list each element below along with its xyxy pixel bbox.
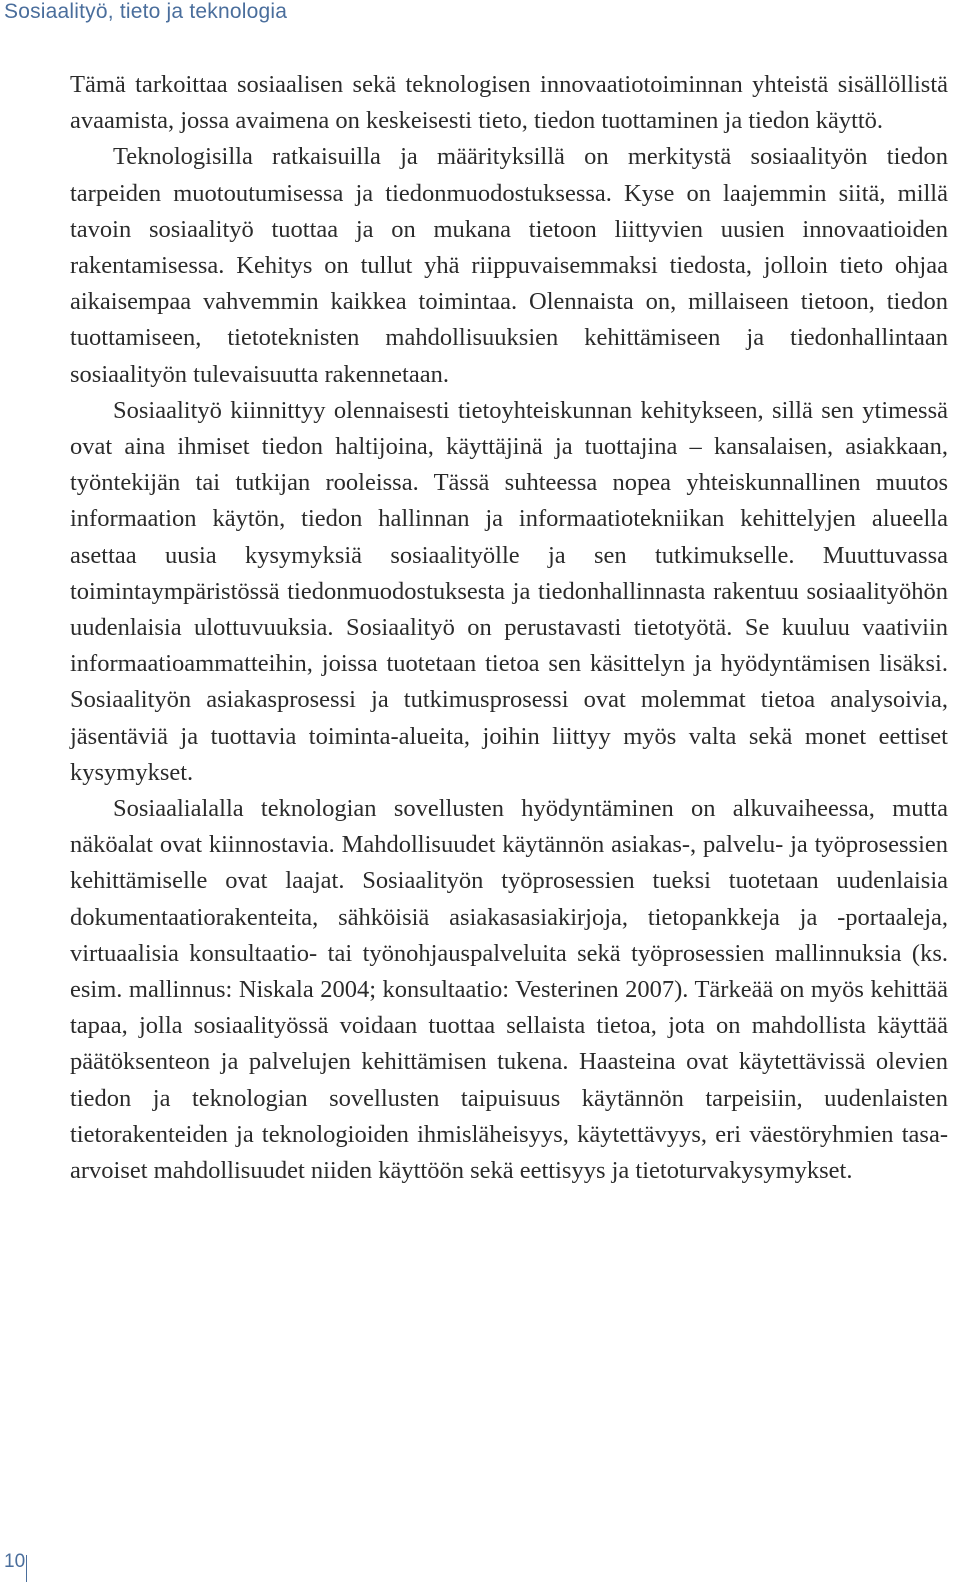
page-number: 10 xyxy=(4,1551,26,1572)
article-body xyxy=(70,67,948,1189)
paragraph-3: Sosiaalityö kiinnittyy olennaisesti tietoyhteiskunnan kehitykseen, sillä sen ytimessä ovat aina ihmiset tiedon haltijoina, käyttäjinä ja tuottajina – kansalaisen, asiakkaan, työntekijän tai tutkijan rooleissa. Tässä suhteessa nopea yhteiskunnallinen muutos informaation käytön, tiedon hallinnan ja informaatiotekniikan kehittelyjen alueella asettaa uusia kysymyksiä sosiaalityölle ja sen tutkimukselle. Muuttuvassa toimintaympäristössä tiedonmuodostuksesta ja tiedonhallinnasta rakentuu sosiaalityöhön uudenlaisia ulottuvuuksia. Sosiaalityö on perustavasti tietotyötä. Se kuuluu vaativiin informaatioammatteihin, joissa tuotetaan tietoa sen käsittelyn ja hyödyntämisen lisäksi. Sosiaalityön asiakasprosessi ja tutkimusprosessi ovat molemmat tietoa analysoivia, jäsentäviä ja tuottavia toiminta-alueita, joihin liittyy myös valta sekä monet eettiset kysymykset. xyxy=(70,396,948,786)
paragraph-1: Tämä tarkoittaa sosiaalisen sekä teknologisen innovaatiotoiminnan yhteistä sisällöllistä avaamista, jossa avaimena on keskeisesti tieto, tiedon tuottaminen ja tiedon käyttö. xyxy=(70,71,948,135)
running-head-title: Sosiaalityö, tieto ja teknologia xyxy=(4,0,288,23)
paragraph-2: Teknologisilla ratkaisuilla ja määrityksillä on merkitystä sosiaalityön tiedon tarpeiden muotoutumisessa ja tiedonmuodostuksessa. Kyse on laajemmin siitä, millä tavoin sosiaalityö tuottaa ja on mukana tietoon liittyvien uusien innovaatioiden rakentamisessa. Kehitys on tullut yhä riippuvaisemmaksi tiedosta, jolloin tieto ohjaa aikaisempaa vahvemmin kaikkea toimintaa. Olennaista on, millaiseen tietoon, tiedon tuottamiseen, tietoteknisten mahdollisuuksien kehittämiseen ja tiedonhallintaan sosiaalityön tulevaisuutta rakennetaan. xyxy=(70,143,948,388)
paragraph-4: Sosiaalialalla teknologian sovellusten hyödyntäminen on alkuvaiheessa, mutta näköalat ovat kiinnostavia. Mahdollisuudet käytännön asiakas-, palvelu- ja työprosessien kehittämiselle ovat laajat. Sosiaalityön työprosessien tueksi tuotetaan uudenlaisia dokumentaatiorakenteita, sähköisiä asiakasasiakirjoja, tietopankkeja ja -portaaleja, virtuaalisia konsultaatio- tai työnohjauspalveluita sekä työprosessien mallinnuksia (ks. esim. mallinnus: Niskala 2004; konsultaatio: Vesterinen 2007). Tärkeää on myös kehittää tapaa, jolla sosiaalityössä voidaan tuottaa sellaista tietoa, jota on mahdollista käyttää päätöksenteon ja palvelujen kehittämisen tukena. Haasteina ovat käytettävissä olevien tiedon ja teknologian sovellusten taipuisuus käytännön tarpeisiin, uudenlaisten tietorakenteiden ja teknologioiden ihmisläheisyys, käytettävyys, eri väestöryhmien tasa-arvoiset mahdollisuudet niiden käyttöön sekä eettisyys ja tietoturvakysymykset. xyxy=(70,795,948,1185)
page-number-divider xyxy=(26,1555,27,1582)
